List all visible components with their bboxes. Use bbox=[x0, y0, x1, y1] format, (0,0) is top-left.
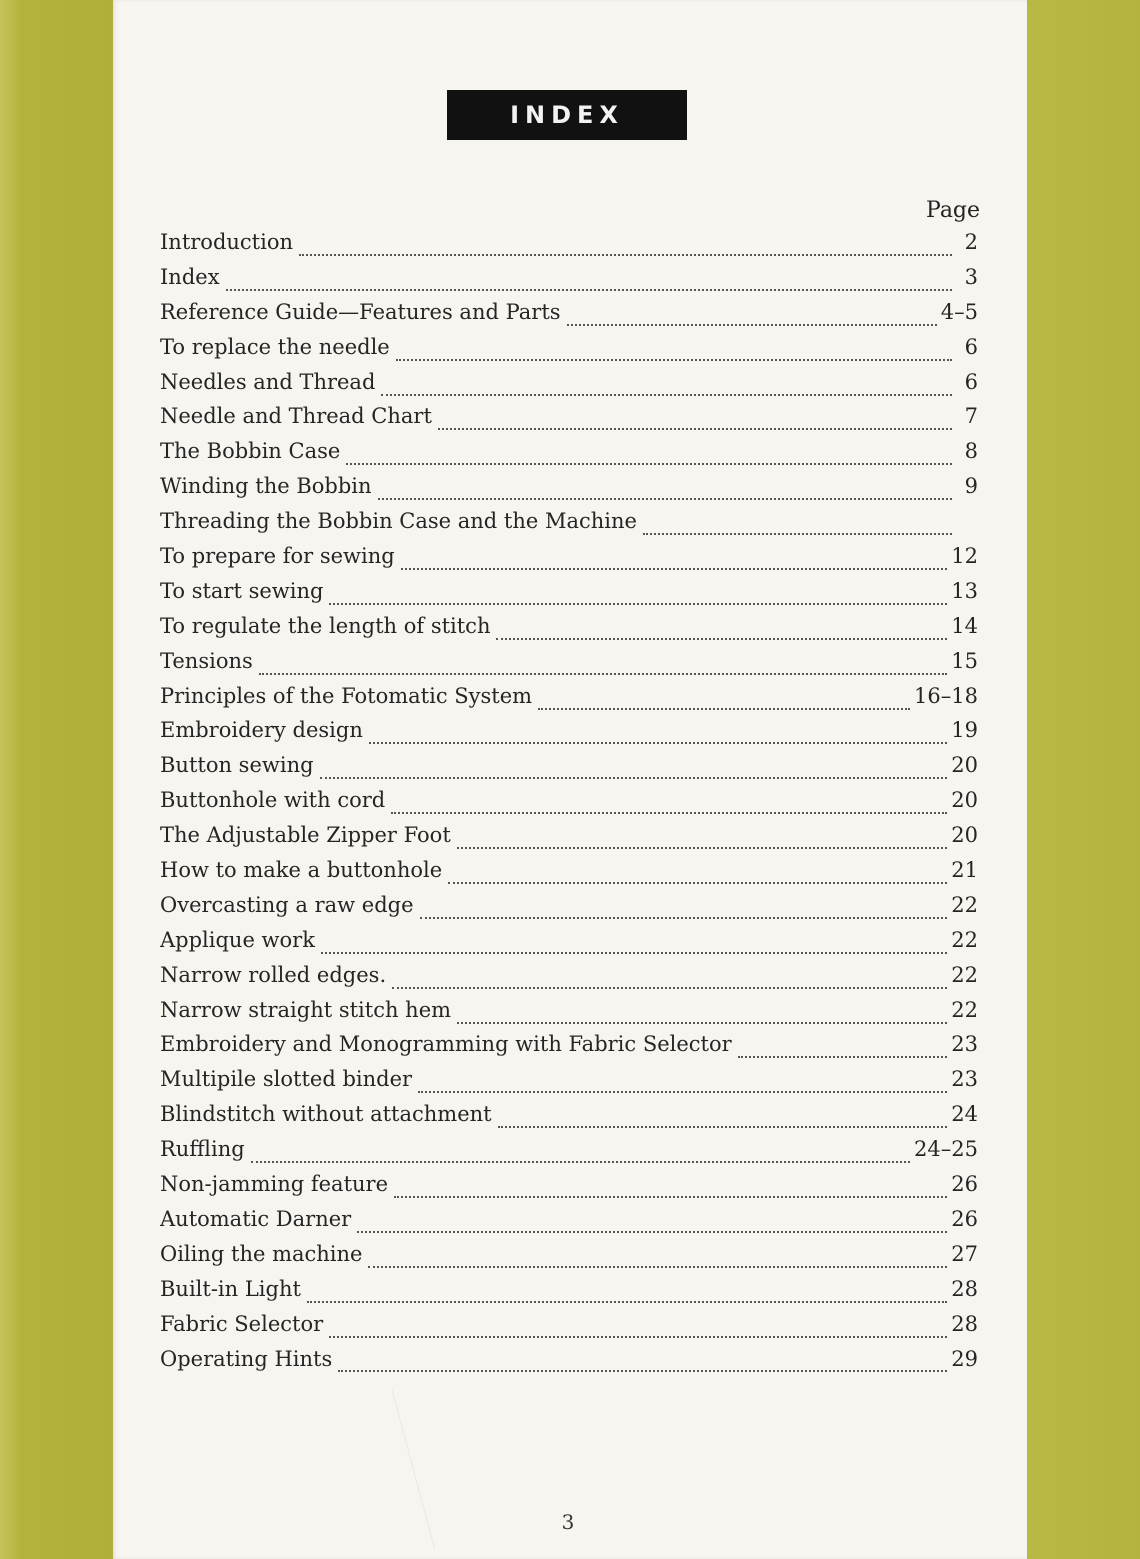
toc-entry bbox=[160, 579, 978, 614]
toc-entry-title: To replace the needle bbox=[160, 334, 390, 359]
toc-entry bbox=[160, 858, 978, 893]
toc-entry-page: 6 bbox=[964, 369, 978, 394]
toc-entry-page: 2 bbox=[964, 230, 978, 254]
toc-entry bbox=[160, 509, 978, 544]
toc-entry bbox=[160, 230, 978, 265]
toc-leader-dots bbox=[368, 1265, 947, 1268]
toc-entry bbox=[160, 684, 978, 719]
toc-entry bbox=[160, 893, 978, 928]
toc-entry-page: 23 bbox=[951, 1067, 978, 1092]
toc-leader-dots bbox=[320, 776, 948, 779]
toc-entry bbox=[160, 474, 978, 509]
toc-entry-page: 8 bbox=[964, 439, 978, 464]
toc-entry bbox=[160, 404, 978, 439]
toc-entry-page: 22 bbox=[951, 892, 978, 917]
toc-entry-title: Index bbox=[160, 264, 220, 289]
toc-leader-dots bbox=[420, 916, 948, 919]
toc-entry bbox=[160, 823, 978, 858]
toc-leader-dots bbox=[392, 986, 947, 989]
toc-entry-title: Blindstitch without attachment bbox=[160, 1102, 492, 1127]
toc-leader-dots bbox=[457, 846, 948, 849]
toc-entry-page: 22 bbox=[951, 962, 978, 987]
toc-entry-title: Button sewing bbox=[160, 753, 314, 778]
toc-entry bbox=[160, 649, 978, 684]
toc-leader-dots bbox=[226, 288, 952, 291]
toc-entry-title: Non-jamming feature bbox=[160, 1172, 389, 1197]
index-page bbox=[113, 0, 1027, 1559]
toc-entry bbox=[160, 718, 978, 753]
toc-entry-page: 23 bbox=[951, 1032, 978, 1057]
toc-entry-title: Embroidery design bbox=[160, 718, 363, 743]
toc-entry-page: 20 bbox=[951, 788, 978, 813]
toc-leader-dots bbox=[496, 637, 947, 640]
toc-leader-dots bbox=[307, 1300, 947, 1303]
toc-entry-page: 6 bbox=[964, 334, 978, 359]
toc-entry-title: Needle and Thread Chart bbox=[160, 404, 432, 429]
toc-leader-dots bbox=[567, 323, 937, 326]
toc-entry bbox=[160, 1347, 978, 1382]
cover-left-edge bbox=[0, 0, 113, 1559]
toc-entry-title: To regulate the length of stitch bbox=[160, 613, 491, 638]
toc-entry-title: Introduction bbox=[160, 230, 293, 254]
toc-entry-page: 29 bbox=[951, 1346, 978, 1371]
toc-entry bbox=[160, 439, 978, 474]
toc-entry bbox=[160, 614, 978, 649]
toc-entry-page: 28 bbox=[951, 1276, 978, 1301]
toc-entry bbox=[160, 300, 978, 335]
toc-entry-page: 27 bbox=[951, 1241, 978, 1266]
toc-entry-title: The Bobbin Case bbox=[160, 439, 341, 464]
toc-entry bbox=[160, 963, 978, 998]
toc-entry-title: Oiling the machine bbox=[160, 1241, 363, 1266]
toc-leader-dots bbox=[299, 253, 952, 256]
toc-leader-dots bbox=[418, 1090, 947, 1093]
toc-entry-page: 20 bbox=[951, 823, 978, 848]
toc-entry-title: Ruffling bbox=[160, 1137, 245, 1162]
toc-entry-title: How to make a buttonhole bbox=[160, 858, 443, 883]
paper-crease bbox=[392, 1390, 526, 1550]
toc-entry-title: Narrow straight stitch hem bbox=[160, 997, 452, 1022]
toc-entry-page: 26 bbox=[951, 1172, 978, 1197]
toc-entry bbox=[160, 928, 978, 963]
toc-entry-page: 14 bbox=[951, 613, 978, 638]
toc-entry-page: 22 bbox=[951, 927, 978, 952]
toc-entry-page: 21 bbox=[951, 858, 978, 883]
toc-leader-dots bbox=[378, 497, 952, 500]
toc-entry bbox=[160, 544, 978, 579]
toc-leader-dots bbox=[329, 1335, 947, 1338]
cover-right-edge bbox=[1027, 0, 1140, 1559]
toc-leader-dots bbox=[448, 881, 947, 884]
toc-entry-title: Needles and Thread bbox=[160, 369, 376, 394]
toc-entry-title: Automatic Darner bbox=[160, 1206, 352, 1231]
toc-entry-page: 12 bbox=[951, 544, 978, 569]
table-of-contents bbox=[160, 230, 978, 1381]
toc-entry bbox=[160, 753, 978, 788]
toc-entry-title: Built-in Light bbox=[160, 1276, 301, 1301]
toc-leader-dots bbox=[401, 567, 948, 570]
toc-entry-title: Winding the Bobbin bbox=[160, 474, 372, 499]
toc-entry-title: Tensions bbox=[160, 648, 253, 673]
toc-leader-dots bbox=[369, 741, 947, 744]
toc-leader-dots bbox=[498, 1125, 948, 1128]
toc-leader-dots bbox=[391, 811, 947, 814]
toc-entry bbox=[160, 1242, 978, 1277]
toc-entry-page: 7 bbox=[964, 404, 978, 429]
toc-entry-page: 26 bbox=[951, 1206, 978, 1231]
toc-entry-page: 19 bbox=[951, 718, 978, 743]
toc-entry bbox=[160, 1032, 978, 1067]
toc-leader-dots bbox=[338, 1369, 947, 1372]
toc-entry-page: 22 bbox=[951, 997, 978, 1022]
toc-leader-dots bbox=[643, 532, 952, 535]
toc-leader-dots bbox=[738, 1055, 948, 1058]
toc-leader-dots bbox=[396, 358, 952, 361]
toc-leader-dots bbox=[329, 602, 947, 605]
toc-entry-title: Threading the Bobbin Case and the Machine bbox=[160, 509, 637, 534]
toc-entry-page: 9 bbox=[964, 474, 978, 499]
toc-entry bbox=[160, 1277, 978, 1312]
toc-entry bbox=[160, 1172, 978, 1207]
toc-entry bbox=[160, 1207, 978, 1242]
toc-entry-page: 24–25 bbox=[914, 1137, 978, 1162]
toc-leader-dots bbox=[346, 462, 952, 465]
toc-leader-dots bbox=[538, 707, 910, 710]
toc-entry-page: 13 bbox=[951, 578, 978, 603]
toc-leader-dots bbox=[381, 393, 952, 396]
page-column-header: Page bbox=[926, 198, 981, 223]
toc-leader-dots bbox=[251, 1160, 910, 1163]
toc-entry-page: 20 bbox=[951, 753, 978, 778]
index-title: INDEX bbox=[447, 90, 687, 140]
toc-entry bbox=[160, 1137, 978, 1172]
footer-page-number: 3 bbox=[561, 1510, 575, 1534]
toc-entry-page: 24 bbox=[951, 1102, 978, 1127]
toc-entry bbox=[160, 370, 978, 405]
toc-entry-title: Reference Guide—Features and Parts bbox=[160, 299, 561, 324]
toc-entry bbox=[160, 1312, 978, 1347]
toc-leader-dots bbox=[394, 1195, 947, 1198]
toc-leader-dots bbox=[259, 672, 947, 675]
toc-entry-title: Principles of the Fotomatic System bbox=[160, 683, 533, 708]
toc-entry bbox=[160, 265, 978, 300]
toc-entry-title: Buttonhole with cord bbox=[160, 788, 386, 813]
toc-leader-dots bbox=[321, 951, 947, 954]
toc-entry-page: 4–5 bbox=[940, 299, 978, 324]
toc-entry-title: Fabric Selector bbox=[160, 1311, 324, 1336]
toc-entry-page: 28 bbox=[951, 1311, 978, 1336]
toc-entry bbox=[160, 998, 978, 1033]
toc-entry-title: The Adjustable Zipper Foot bbox=[160, 823, 451, 848]
toc-entry-title: Embroidery and Monogramming with Fabric Selector bbox=[160, 1032, 732, 1057]
toc-entry-title: Multipile slotted binder bbox=[160, 1067, 413, 1092]
toc-entry bbox=[160, 1102, 978, 1137]
toc-entry-title: Overcasting a raw edge bbox=[160, 892, 414, 917]
toc-entry-title: Narrow rolled edges. bbox=[160, 962, 387, 987]
toc-leader-dots bbox=[438, 427, 952, 430]
toc-entry-page: 16–18 bbox=[914, 683, 978, 708]
toc-leader-dots bbox=[457, 1021, 947, 1024]
toc-entry bbox=[160, 335, 978, 370]
toc-entry bbox=[160, 788, 978, 823]
toc-entry-page: 3 bbox=[964, 264, 978, 289]
toc-leader-dots bbox=[357, 1230, 947, 1233]
toc-entry bbox=[160, 1067, 978, 1102]
toc-entry-title: Applique work bbox=[160, 927, 315, 952]
toc-entry-title: To prepare for sewing bbox=[160, 544, 395, 569]
toc-entry-page: 15 bbox=[951, 648, 978, 673]
toc-entry-title: To start sewing bbox=[160, 578, 324, 603]
toc-entry-title: Operating Hints bbox=[160, 1346, 333, 1371]
